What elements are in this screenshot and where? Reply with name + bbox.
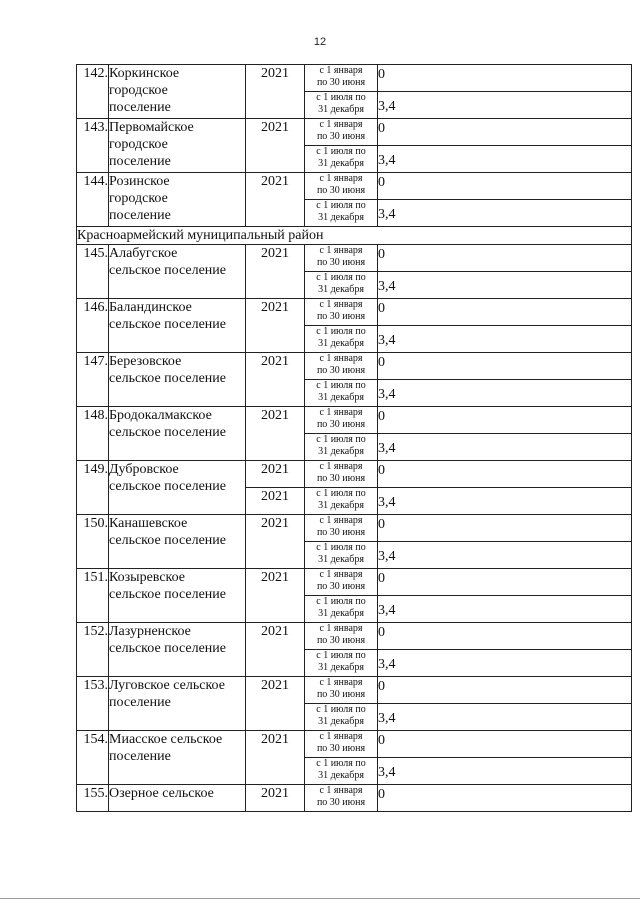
- rate-second-half: 3,4: [378, 92, 632, 119]
- period-first-half: [305, 461, 378, 488]
- row-number: 152.: [77, 623, 109, 677]
- text-line: поселение: [109, 154, 171, 169]
- row-year: 2021: [246, 731, 305, 785]
- text-line: 31 декабря: [318, 338, 364, 349]
- settlement-name: [109, 623, 246, 677]
- text-line: 31 декабря: [318, 554, 364, 565]
- row-number: 150.: [77, 515, 109, 569]
- rate-first-half: 0: [378, 623, 632, 650]
- settlement-name: [109, 245, 246, 299]
- text-line: по 30 июня: [316, 473, 366, 484]
- row-number: 149.: [77, 461, 109, 515]
- row-year: 2021: [246, 488, 305, 515]
- rate-second-half: 3,4: [378, 434, 632, 461]
- settlement-name: [109, 785, 246, 812]
- table-row: [77, 65, 632, 92]
- text-line: Алабугское: [109, 246, 178, 261]
- settlement-name: [109, 299, 246, 353]
- rate-first-half: 0: [378, 299, 632, 326]
- row-year: 2021: [246, 353, 305, 407]
- text-line: сельское поселение: [109, 479, 226, 494]
- text-line: Первомайское: [109, 120, 194, 135]
- table-row: [77, 119, 632, 146]
- period-first-half: [305, 173, 378, 200]
- text-line: 31 декабря: [318, 770, 364, 781]
- text-line: поселение: [109, 695, 171, 710]
- row-year: 2021: [246, 407, 305, 461]
- text-line: Канашевское: [109, 516, 188, 531]
- row-year: 2021: [246, 569, 305, 623]
- row-number: 146.: [77, 299, 109, 353]
- text-line: с 1 июля по: [316, 380, 366, 391]
- period-second-half: [305, 434, 378, 461]
- row-number: 148.: [77, 407, 109, 461]
- rate-first-half: 0: [378, 461, 632, 488]
- text-line: с 1 января: [319, 677, 363, 688]
- text-line: 31 декабря: [318, 716, 364, 727]
- text-line: 31 декабря: [318, 392, 364, 403]
- rate-first-half: 0: [378, 785, 632, 812]
- period-second-half: [305, 200, 378, 227]
- text-line: городское: [109, 191, 168, 206]
- period-first-half: [305, 731, 378, 758]
- text-line: с 1 января: [319, 731, 363, 742]
- table-row: [77, 173, 632, 200]
- text-line: поселение: [109, 208, 171, 223]
- text-line: по 30 июня: [316, 797, 366, 808]
- text-line: по 30 июня: [316, 527, 366, 538]
- row-year: 2021: [246, 515, 305, 569]
- text-line: по 30 июня: [316, 635, 366, 646]
- text-line: с 1 июля по: [316, 758, 366, 769]
- text-line: с 1 июля по: [316, 596, 366, 607]
- text-line: с 1 января: [319, 353, 363, 364]
- text-line: сельское поселение: [109, 317, 226, 332]
- row-number: 151.: [77, 569, 109, 623]
- period-second-half: [305, 380, 378, 407]
- period-first-half: [305, 65, 378, 92]
- table-row: [77, 677, 632, 704]
- settlement-name: [109, 569, 246, 623]
- text-line: по 30 июня: [316, 419, 366, 430]
- period-first-half: [305, 569, 378, 596]
- text-line: с 1 июля по: [316, 146, 366, 157]
- text-line: Дубровское: [109, 462, 179, 477]
- row-year: 2021: [246, 677, 305, 731]
- text-line: с 1 января: [319, 569, 363, 580]
- table-row: [77, 353, 632, 380]
- text-line: Озерное сельское: [109, 786, 214, 801]
- period-second-half: [305, 488, 378, 515]
- text-line: с 1 июля по: [316, 326, 366, 337]
- settlement-name: [109, 65, 246, 119]
- text-line: 31 декабря: [318, 608, 364, 619]
- text-line: с 1 января: [319, 173, 363, 184]
- text-line: 31 декабря: [318, 212, 364, 223]
- period-first-half: [305, 677, 378, 704]
- page-number: 12: [313, 36, 327, 48]
- rate-first-half: 0: [378, 677, 632, 704]
- text-line: поселение: [109, 749, 171, 764]
- text-line: городское: [109, 137, 168, 152]
- text-line: по 30 июня: [316, 131, 366, 142]
- text-line: с 1 января: [319, 119, 363, 130]
- text-line: с 1 июля по: [316, 92, 366, 103]
- settlement-name: [109, 353, 246, 407]
- text-line: городское: [109, 83, 168, 98]
- period-second-half: [305, 272, 378, 299]
- settlement-name: [109, 461, 246, 515]
- rate-first-half: 0: [378, 245, 632, 272]
- row-number: 147.: [77, 353, 109, 407]
- text-line: Розинское: [109, 174, 170, 189]
- rate-second-half: 3,4: [378, 542, 632, 569]
- period-first-half: [305, 515, 378, 542]
- text-line: по 30 июня: [316, 77, 366, 88]
- table-row: [77, 731, 632, 758]
- rate-first-half: 0: [378, 119, 632, 146]
- section-title: Красноармейский муниципальный район: [77, 227, 632, 245]
- text-line: 31 декабря: [318, 104, 364, 115]
- row-year: 2021: [246, 245, 305, 299]
- rate-first-half: 0: [378, 173, 632, 200]
- text-line: поселение: [109, 100, 171, 115]
- table-row: [77, 623, 632, 650]
- text-line: с 1 января: [319, 407, 363, 418]
- text-line: Миасское сельское: [109, 732, 223, 747]
- section-row: [77, 227, 632, 245]
- row-number: 155.: [77, 785, 109, 812]
- table-row: [77, 785, 632, 812]
- text-line: Коркинское: [109, 66, 180, 81]
- settlement-name: [109, 515, 246, 569]
- period-second-half: [305, 650, 378, 677]
- period-second-half: [305, 758, 378, 785]
- row-year: 2021: [246, 173, 305, 227]
- table-body: [77, 65, 632, 812]
- text-line: 31 декабря: [318, 158, 364, 169]
- text-line: с 1 января: [319, 461, 363, 472]
- table-row: [77, 407, 632, 434]
- settlements-table: [76, 64, 632, 812]
- rate-second-half: 3,4: [378, 326, 632, 353]
- row-year: 2021: [246, 65, 305, 119]
- text-line: с 1 июля по: [316, 488, 366, 499]
- text-line: по 30 июня: [316, 581, 366, 592]
- rate-second-half: 3,4: [378, 596, 632, 623]
- text-line: Березовское: [109, 354, 182, 369]
- period-second-half: [305, 704, 378, 731]
- row-number: 143.: [77, 119, 109, 173]
- text-line: сельское поселение: [109, 641, 226, 656]
- period-first-half: [305, 299, 378, 326]
- text-line: с 1 июля по: [316, 200, 366, 211]
- text-line: 31 декабря: [318, 446, 364, 457]
- row-number: 153.: [77, 677, 109, 731]
- text-line: по 30 июня: [316, 185, 366, 196]
- rate-first-half: 0: [378, 353, 632, 380]
- text-line: с 1 июля по: [316, 542, 366, 553]
- rate-second-half: 3,4: [378, 758, 632, 785]
- text-line: сельское поселение: [109, 263, 226, 278]
- text-line: с 1 января: [319, 245, 363, 256]
- text-line: с 1 января: [319, 623, 363, 634]
- period-first-half: [305, 407, 378, 434]
- text-line: с 1 января: [319, 299, 363, 310]
- rate-second-half: 3,4: [378, 146, 632, 173]
- rate-first-half: 0: [378, 515, 632, 542]
- text-line: 31 декабря: [318, 500, 364, 511]
- text-line: сельское поселение: [109, 371, 226, 386]
- period-first-half: [305, 785, 378, 812]
- text-line: Бродокалмакское: [109, 408, 212, 423]
- text-line: сельское поселение: [109, 587, 226, 602]
- period-second-half: [305, 596, 378, 623]
- text-line: с 1 января: [319, 515, 363, 526]
- period-first-half: [305, 119, 378, 146]
- row-number: 154.: [77, 731, 109, 785]
- text-line: сельское поселение: [109, 425, 226, 440]
- text-line: с 1 июля по: [316, 272, 366, 283]
- text-line: с 1 июля по: [316, 650, 366, 661]
- rate-second-half: 3,4: [378, 380, 632, 407]
- text-line: Луговское сельское: [109, 678, 225, 693]
- row-number: 145.: [77, 245, 109, 299]
- rate-second-half: 3,4: [378, 272, 632, 299]
- period-first-half: [305, 245, 378, 272]
- rate-first-half: 0: [378, 731, 632, 758]
- text-line: по 30 июня: [316, 365, 366, 376]
- text-line: с 1 июля по: [316, 704, 366, 715]
- period-second-half: [305, 326, 378, 353]
- settlement-name: [109, 407, 246, 461]
- rate-second-half: 3,4: [378, 704, 632, 731]
- text-line: с 1 января: [319, 65, 363, 76]
- settlement-name: [109, 731, 246, 785]
- rate-second-half: 3,4: [378, 650, 632, 677]
- settlement-name: [109, 119, 246, 173]
- text-line: по 30 июня: [316, 689, 366, 700]
- text-line: Баландинское: [109, 300, 192, 315]
- bottom-rule: [0, 898, 640, 899]
- text-line: с 1 июля по: [316, 434, 366, 445]
- row-number: 142.: [77, 65, 109, 119]
- row-year: 2021: [246, 299, 305, 353]
- period-first-half: [305, 353, 378, 380]
- rate-first-half: 0: [378, 65, 632, 92]
- text-line: 31 декабря: [318, 662, 364, 673]
- table-row: [77, 299, 632, 326]
- rate-second-half: 3,4: [378, 488, 632, 515]
- period-second-half: [305, 542, 378, 569]
- settlement-name: [109, 677, 246, 731]
- row-year: 2021: [246, 785, 305, 812]
- table-row: [77, 515, 632, 542]
- settlement-name: [109, 173, 246, 227]
- row-year: 2021: [246, 119, 305, 173]
- text-line: с 1 января: [319, 785, 363, 796]
- table-row: [77, 461, 632, 488]
- rate-second-half: 3,4: [378, 200, 632, 227]
- table-row: [77, 245, 632, 272]
- period-second-half: [305, 92, 378, 119]
- table-row: [77, 569, 632, 596]
- text-line: по 30 июня: [316, 743, 366, 754]
- text-line: по 30 июня: [316, 257, 366, 268]
- period-second-half: [305, 146, 378, 173]
- text-line: 31 декабря: [318, 284, 364, 295]
- text-line: Козыревское: [109, 570, 186, 585]
- text-line: по 30 июня: [316, 311, 366, 322]
- period-first-half: [305, 623, 378, 650]
- text-line: сельское поселение: [109, 533, 226, 548]
- row-year: 2021: [246, 623, 305, 677]
- row-number: 144.: [77, 173, 109, 227]
- row-year: 2021: [246, 461, 305, 488]
- rate-first-half: 0: [378, 569, 632, 596]
- text-line: Лазурненское: [109, 624, 191, 639]
- rate-first-half: 0: [378, 407, 632, 434]
